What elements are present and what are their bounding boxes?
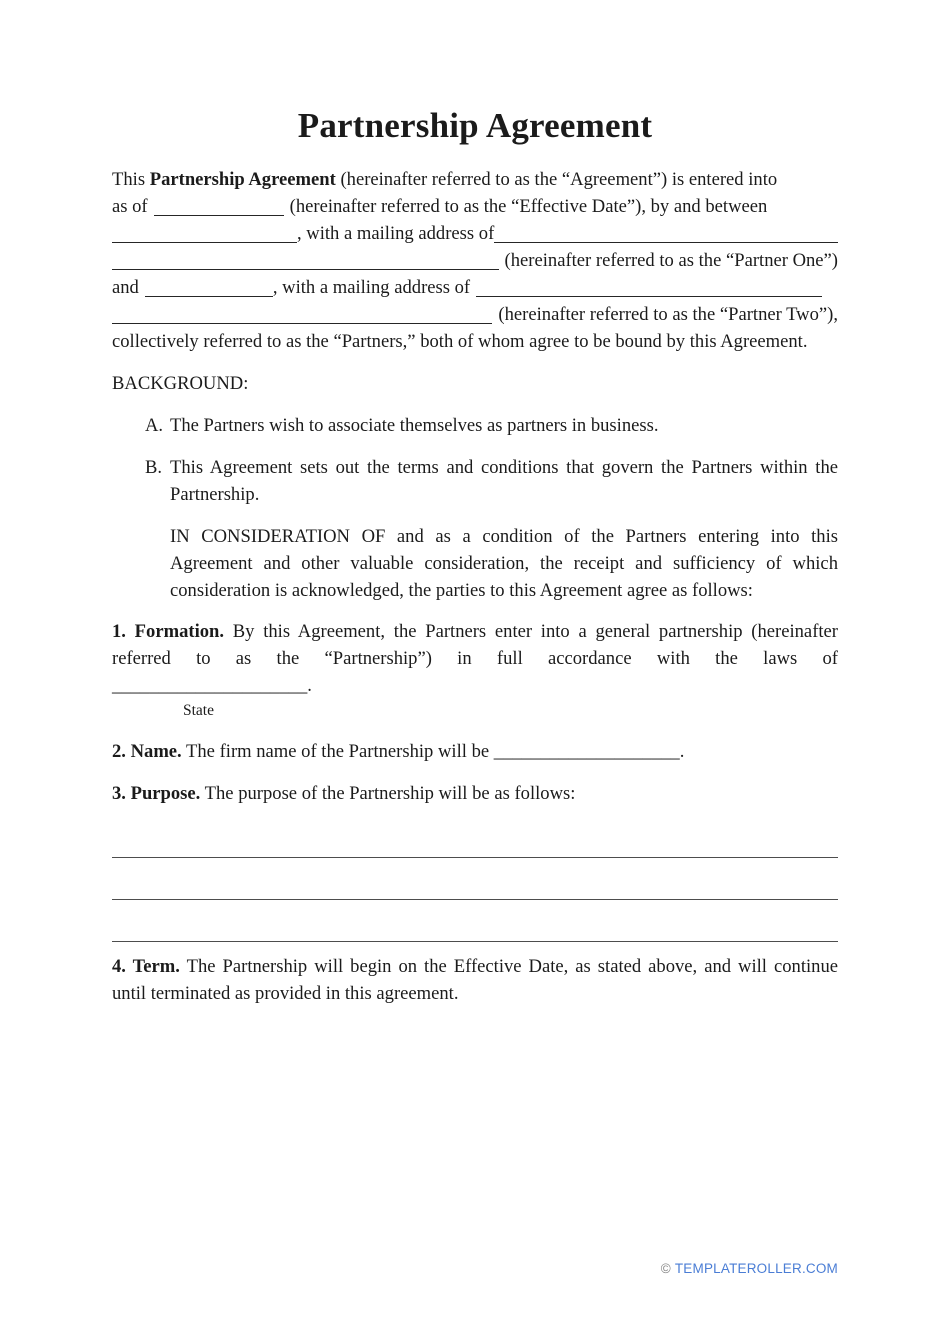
- state-blank-line: [112, 672, 838, 699]
- section-formation: [112, 618, 838, 672]
- section-term: [112, 953, 838, 1007]
- recital-item-b: [145, 454, 838, 508]
- purpose-fill-line-2: [112, 899, 838, 900]
- copyright-symbol: ©: [660, 1261, 671, 1276]
- state-blank-label: State: [183, 702, 214, 719]
- partner-one-address-blank: [494, 220, 838, 243]
- partner-two-name-blank: [145, 274, 273, 297]
- section-heading-formation: 1. Formation.: [112, 621, 225, 642]
- partner-two-address-blank-2: [112, 301, 492, 324]
- partner-one-name-blank: [112, 220, 297, 243]
- intro-text: , with a mailing address of: [297, 223, 495, 244]
- intro-text: and: [112, 277, 139, 298]
- section-body-name: The firm name of the Partnership will be: [186, 741, 490, 762]
- intro-line-5: [112, 274, 838, 301]
- intro-text: , with a mailing address of: [272, 277, 471, 298]
- document-title: Partnership Agreement: [297, 106, 653, 145]
- section-name: [112, 738, 838, 765]
- intro-line-2: [112, 193, 838, 220]
- intro-text: This: [112, 169, 146, 190]
- document-page: [0, 106, 950, 1007]
- state-blank: _____________________.: [112, 675, 312, 696]
- intro-line-3: [112, 220, 838, 247]
- section-body-purpose: The purpose of the Partnership will be as follows:: [204, 783, 576, 804]
- section-body-term: The Partnership will begin on the Effective Date, as stated above, and will continue until terminated as provided in this agreement.: [112, 956, 838, 1004]
- partner-one-address-blank-2: [112, 247, 499, 270]
- intro-text: (hereinafter referred to as the “Partner Two”),: [498, 304, 838, 325]
- purpose-fill-line-3: [112, 941, 838, 942]
- recital-marker: A.: [145, 415, 164, 436]
- section-heading-term: 4. Term.: [112, 956, 180, 977]
- section-heading-name: 2. Name.: [112, 741, 182, 762]
- consideration-paragraph: IN CONSIDERATION OF and as a condition of the Partners entering into this Agreement and other valuable consideration, the receipt and sufficiency of which consideration is acknowledged, the parties to this Agreement agree as follows:: [170, 526, 838, 601]
- intro-line-4: [112, 247, 838, 274]
- intro-text: (hereinafter referred to as the “Agreement”) is entered into: [340, 169, 778, 190]
- intro-line-1: [112, 166, 838, 193]
- recital-text: The Partners wish to associate themselves as partners in business.: [170, 415, 659, 436]
- recital-item-a: [145, 412, 838, 439]
- footer: [661, 1260, 838, 1277]
- section-purpose: [112, 780, 838, 807]
- firm-name-blank: ____________________.: [493, 741, 685, 762]
- agreement-term-bold: Partnership Agreement: [149, 169, 336, 190]
- partner-two-address-blank: [476, 274, 822, 297]
- intro-text: (hereinafter referred to as the “Effective Date”), by and between: [289, 196, 768, 217]
- intro-paragraph: [112, 166, 838, 355]
- templateroller-link[interactable]: TEMPLATEROLLER.COM: [674, 1261, 838, 1276]
- section-heading-purpose: 3. Purpose.: [112, 783, 201, 804]
- intro-tail: collectively referred to as the “Partners,” both of whom agree to be bound by this Agreement.: [112, 331, 808, 352]
- recital-text: This Agreement sets out the terms and conditions that govern the Partners within the Partnership.: [170, 457, 838, 505]
- intro-line-6: [112, 301, 838, 328]
- section-body-formation: By this Agreement, the Partners enter into a general partnership (hereinafter referred to as the “Partnership”) in full accordance with the laws of: [112, 621, 838, 669]
- purpose-fill-line-1: [112, 857, 838, 858]
- intro-text: as of: [112, 196, 148, 217]
- effective-date-blank: [154, 193, 284, 216]
- background-heading: BACKGROUND:: [112, 373, 249, 394]
- recital-marker: B.: [145, 457, 163, 478]
- intro-text: (hereinafter referred to as the “Partner One”): [504, 250, 838, 271]
